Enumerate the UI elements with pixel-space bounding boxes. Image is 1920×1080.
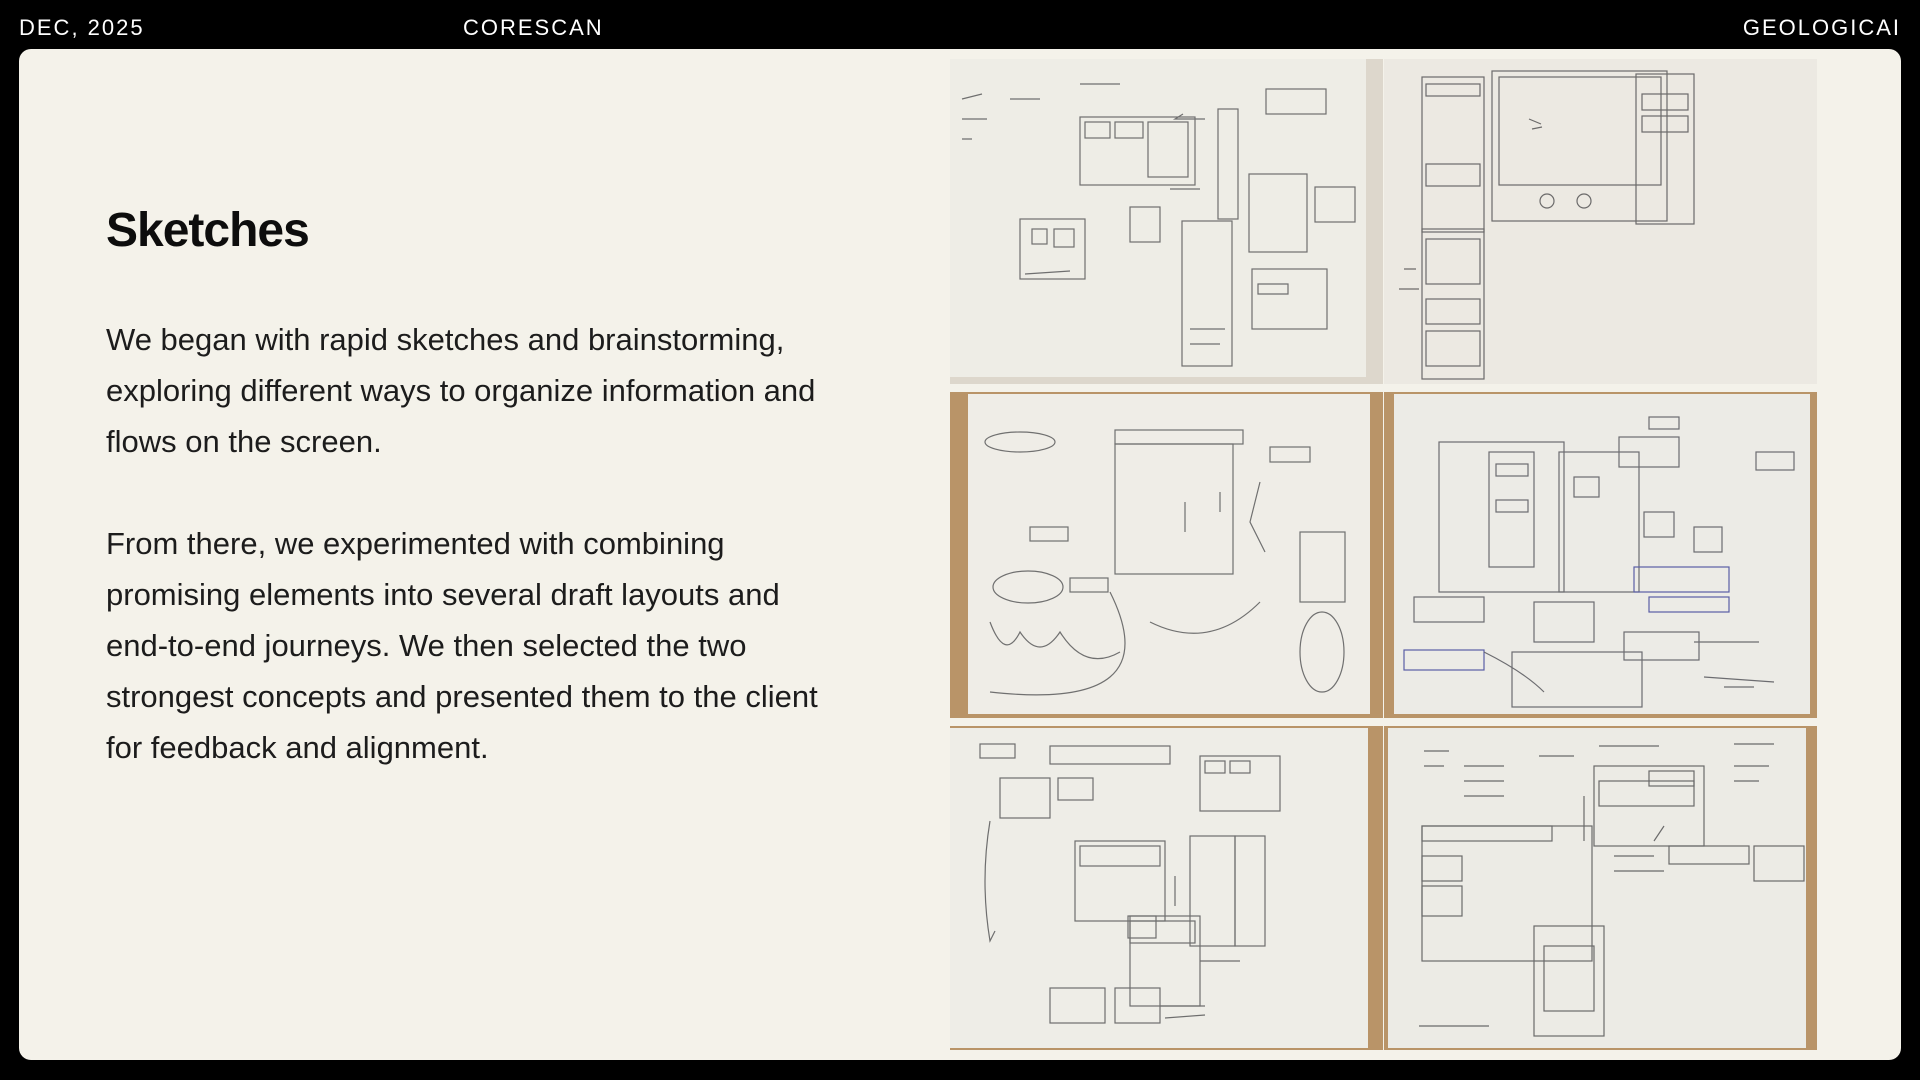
sketch-photo-grid bbox=[950, 59, 1817, 1050]
project-label: CORESCAN bbox=[463, 15, 604, 40]
date-label: DEC, 2025 bbox=[19, 15, 145, 40]
brand-label: GEOLOGICAI bbox=[1742, 15, 1901, 40]
sketch-photo-5 bbox=[950, 726, 1383, 1050]
sketch-photo-2 bbox=[1384, 59, 1817, 384]
slide-title: Sketches bbox=[106, 204, 309, 257]
sketch-photo-4 bbox=[1384, 392, 1817, 718]
top-bar bbox=[0, 0, 1920, 48]
sketch-photo-1 bbox=[950, 59, 1383, 384]
sketch-photo-6 bbox=[1384, 726, 1817, 1050]
intro-paragraph: We began with rapid sketches and brainstorming, exploring different ways to organize information and flows on the screen. bbox=[106, 322, 816, 459]
slide-card bbox=[19, 49, 1901, 1060]
process-paragraph: From there, we experimented with combining promising elements into several draft layouts and end-to-end journeys. We then selected the two strongest concepts and presented them to the client for feedback and alignment. bbox=[106, 526, 818, 765]
sketch-photo-3 bbox=[950, 392, 1383, 718]
